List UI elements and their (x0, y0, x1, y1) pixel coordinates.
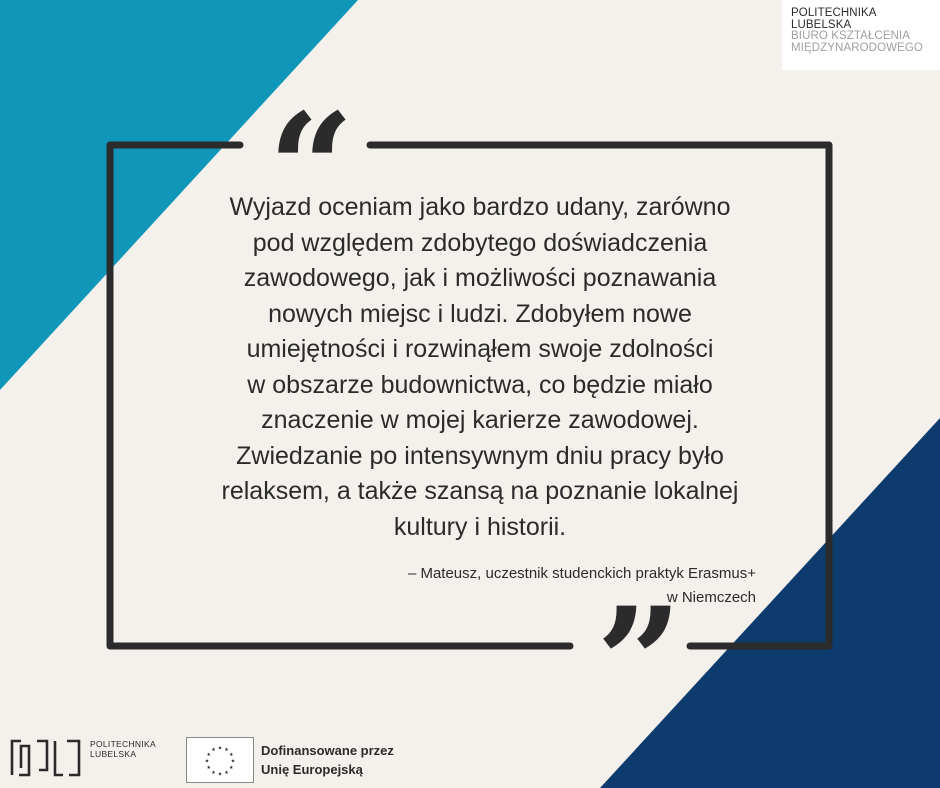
testimonial-quote (160, 190, 800, 545)
eu-funding-text (261, 741, 394, 779)
eu-flag-icon (186, 737, 254, 783)
politechnika-logo-icon (9, 738, 84, 778)
attribution-line-1: – Mateusz, uczestnik studenckich praktyk Erasmus+ (407, 565, 756, 582)
quote-line: Zwiedzanie po intensywnym dniu pracy było (236, 441, 724, 470)
bottom-logo-line-2: LUBELSKA (90, 748, 137, 759)
politechnika-logo-text (90, 740, 156, 759)
quote-line: w obszarze budownictwa, co będzie miało (247, 370, 713, 399)
svg-text:★: ★ (228, 765, 234, 771)
svg-text:★: ★ (206, 752, 212, 758)
svg-text:★: ★ (224, 747, 229, 754)
quote-line: znaczenie w mojej karierze zawodowej. (261, 406, 699, 434)
svg-text:★: ★ (217, 771, 223, 778)
logo-line-1: POLITECHNIKA (791, 7, 877, 19)
logo-line-4: MIĘDZYNARODOWEGO (791, 41, 923, 54)
svg-text:★: ★ (211, 747, 216, 754)
attribution-line-2: w Niemczech (666, 589, 756, 606)
quote-line: nowych miejsc i ludzi. Zdobyłem nowe (268, 299, 692, 328)
svg-text:★: ★ (228, 752, 234, 758)
svg-text:★: ★ (206, 765, 212, 771)
logo-line-2: LUBELSKA (791, 18, 852, 31)
eu-funding-line-2: Unię Europejską (261, 762, 363, 777)
logo-line-3: BIURO KSZTAŁCENIA (791, 30, 911, 42)
quote-line: Wyjazd oceniam jako bardzo udany, zarówno (229, 193, 731, 221)
eu-funding-line-1: Dofinansowane przez (261, 743, 394, 758)
quote-line: kultury i historii. (393, 512, 567, 541)
bottom-logo-line-1: POLITECHNIKA (90, 739, 156, 749)
svg-text:★: ★ (204, 758, 210, 765)
close-quote-icon: ” (596, 575, 683, 751)
quote-line: zawodowego, jak i możliwości poznawania (243, 264, 717, 292)
open-quote-icon: “ (268, 81, 355, 257)
quote-attribution (408, 562, 756, 610)
quote-line: relaksem, a także szansą na poznanie lokalnej (221, 477, 739, 505)
quote-line: pod względem zdobytego doświadczenia (252, 228, 708, 257)
eu-stars-icon (187, 738, 253, 782)
quote-line: umiejętności i rozwinąłem swoje zdolności (246, 335, 714, 363)
svg-text:★: ★ (224, 769, 229, 776)
svg-text:★: ★ (230, 758, 236, 765)
svg-text:★: ★ (217, 745, 223, 752)
svg-text:★: ★ (211, 769, 216, 776)
